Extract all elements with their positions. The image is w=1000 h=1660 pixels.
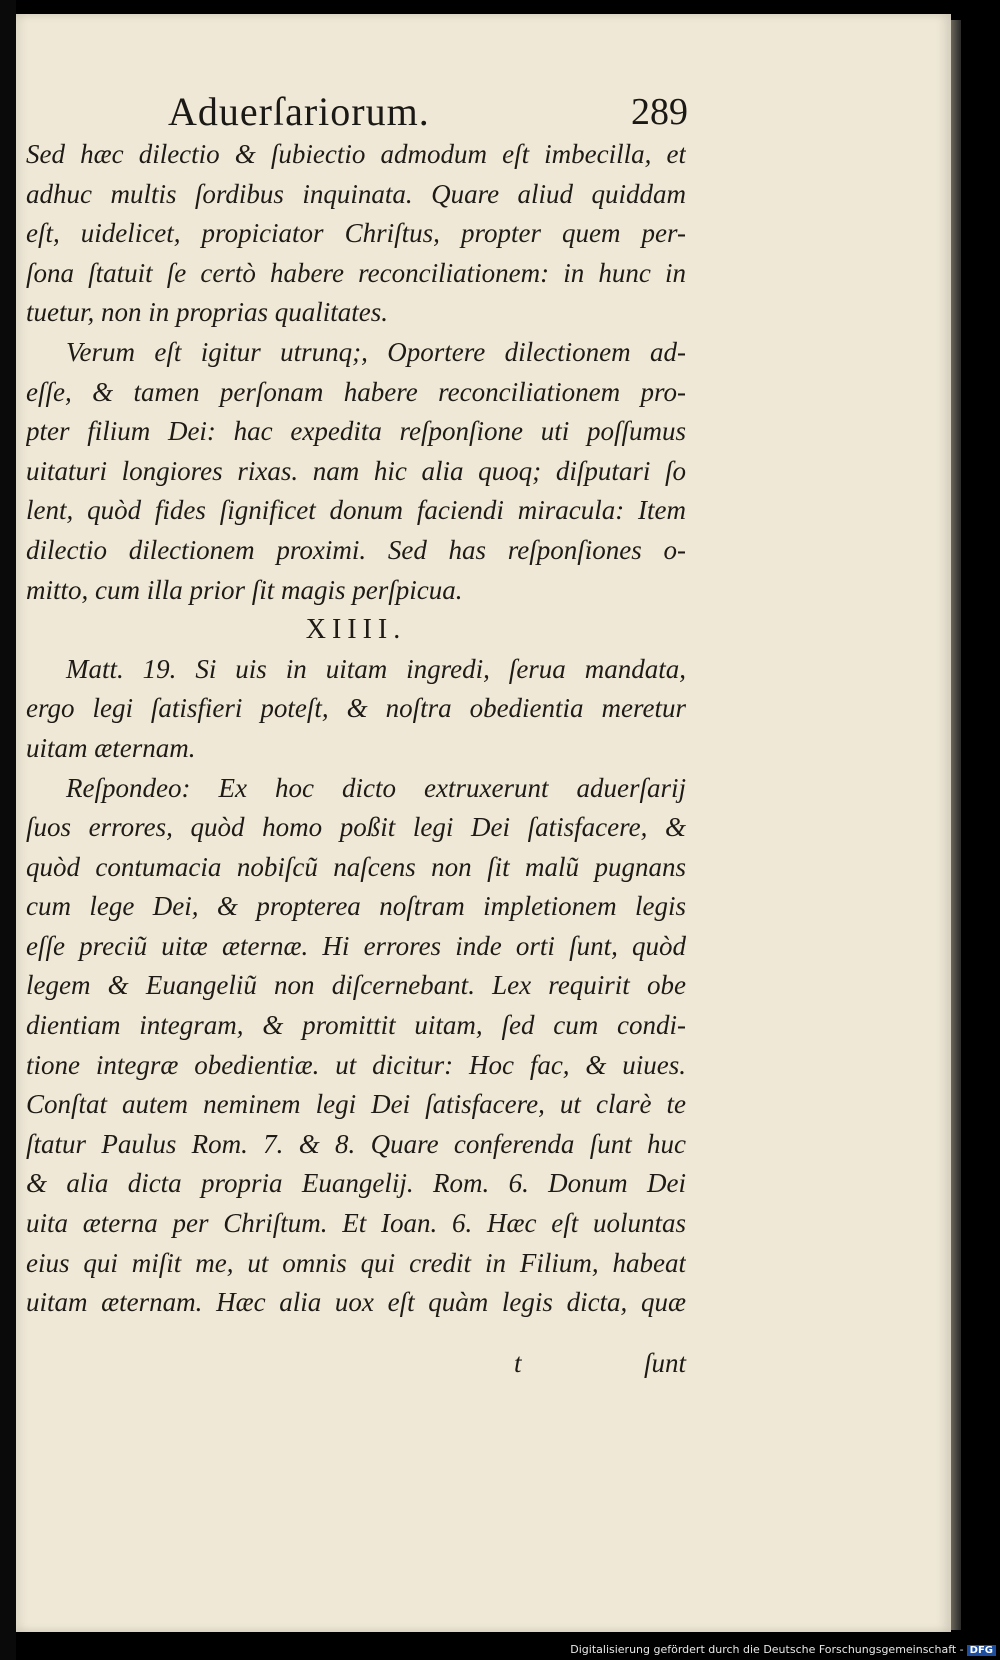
text-line: Matt. 19. Si uis in uitam ingredi, ſerua mandata, bbox=[66, 653, 686, 684]
text-line: ergo legi ſatisfieri poteſt, & noſtra obedientia meretur bbox=[26, 693, 686, 724]
signature-mark: t bbox=[514, 1348, 522, 1378]
text-line: Verum eſt igitur utrunq;, Oportere dilectionem ad- bbox=[66, 336, 686, 367]
text-line: dilectio dilectionem proximi. Sed has reſponſiones o- bbox=[26, 534, 686, 565]
credit-text: Digitalisierung gefördert durch die Deutsche Forschungsgemeinschaft - bbox=[570, 1643, 964, 1656]
running-title: Aduerſariorum. bbox=[168, 89, 430, 134]
catchword-line bbox=[26, 1348, 686, 1388]
text-line: adhuc multis ſordibus inquinata. Quare aliud quiddam bbox=[26, 178, 686, 209]
scan-border bbox=[0, 0, 16, 1660]
text-line: ſuos errores, quòd homo poßit legi Dei ſatisfacere, & bbox=[26, 812, 686, 843]
text-line: dientiam integram, & promittit uitam, ſed cum condi- bbox=[26, 1010, 686, 1041]
text-line: uitaturi longiores rixas. nam hic alia quoq; diſputari ſo bbox=[26, 455, 686, 486]
running-head bbox=[168, 88, 688, 138]
text-line: eius qui miſit me, ut omnis qui credit in Filium, habeat bbox=[26, 1247, 686, 1278]
text-line: cum lege Dei, & propterea noſtram impletionem legis bbox=[26, 891, 686, 922]
text-line: tione integræ obedientiæ. ut dicitur: Hoc fac, & uiues. bbox=[26, 1049, 686, 1080]
text-line: tuetur, non in proprias qualitates. bbox=[26, 297, 389, 328]
section-heading: XIIII. bbox=[305, 614, 407, 646]
text-line: Sed hæc dilectio & ſubiectio admodum eſt imbecilla, et bbox=[26, 139, 686, 169]
dfg-logo: DFG bbox=[967, 1645, 996, 1656]
text-line: quòd contumacia nobiſcũ naſcens non ſit malũ pugnans bbox=[26, 851, 686, 882]
text-line: eſſe preciũ uitæ æternæ. Hi errores inde orti ſunt, quòd bbox=[26, 930, 686, 961]
text-line: legem & Euangeliũ non diſcernebant. Lex requirit obe bbox=[26, 970, 686, 1001]
text-line: eſt, uidelicet, propiciator Chriſtus, propter quem per- bbox=[26, 218, 686, 249]
catchword: ſunt bbox=[643, 1348, 686, 1378]
page-edge-shadow bbox=[951, 20, 961, 1630]
text-line: uitam æternam. bbox=[26, 732, 196, 763]
text-line: lent, quòd fides ſignificet donum faciendi miracula: Item bbox=[26, 495, 686, 526]
text-line: Reſpondeo: Ex hoc dicto extruxerunt aduerſarij bbox=[66, 772, 686, 803]
text-line: uita æterna per Chriſtum. Et Ioan. 6. Hæc eſt uoluntas bbox=[26, 1208, 686, 1239]
text-line: ſona ſtatuit ſe certò habere reconciliationem: in hunc in bbox=[26, 257, 686, 288]
page-number: 289 bbox=[631, 91, 688, 133]
digitization-credit bbox=[570, 1643, 996, 1656]
text-body bbox=[26, 135, 686, 1323]
text-line: & alia dicta propria Euangelij. Rom. 6. Donum Dei bbox=[26, 1168, 686, 1199]
text-line: mitto, cum illa prior ſit magis perſpicua. bbox=[26, 574, 463, 605]
text-line: ſtatur Paulus Rom. 7. & 8. Quare conferenda ſunt huc bbox=[26, 1128, 686, 1159]
text-line: pter filium Dei: hac expedita reſponſione uti poſſumus bbox=[26, 416, 686, 447]
text-line: Conſtat autem neminem legi Dei ſatisfacere, ut clarè te bbox=[26, 1089, 686, 1120]
text-line: uitam æternam. Hæc alia uox eſt quàm legis dicta, quæ bbox=[26, 1287, 686, 1318]
text-line: eſſe, & tamen perſonam habere reconciliationem pro- bbox=[26, 376, 686, 407]
